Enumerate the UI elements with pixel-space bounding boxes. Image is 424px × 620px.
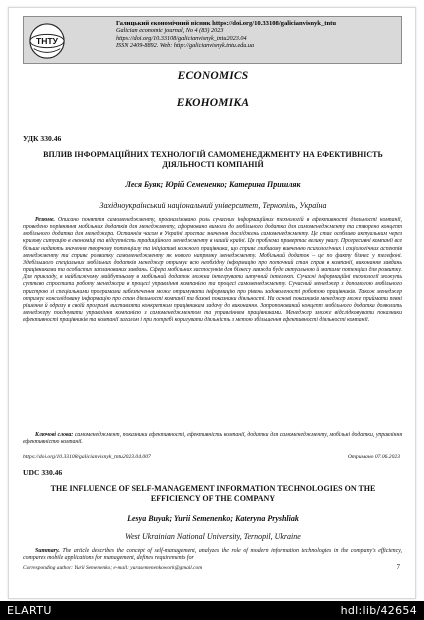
- summary-text: The article describes the concept of self-management, analyzes the role of modern information technologies in the company's efficiency, compares mobile applications for management, defines requirements for: [23, 548, 402, 562]
- logo-text: ТНТУ: [36, 35, 58, 46]
- abstract-text: Описано поняття самоменеджменту, проаналізовано роль сучасних інформаційних технологій в ефективності діяльності компанії, проведено порівняння мобільних додатків для менеджменту, сформовано вимоги до мобільного додатка для самоменеджменту та створено концепт мобільного додатка для менеджера. Останнім часом в Україні зростає значення досліджень самоменеджменту. Це стає особливо актуальним через кризову ситуацію в економіці та відсутність традиційного менеджменту в нашій країні. Ця проблема привертає велику увагу. Прогресивні компанії все більше надають значення творчому потенціалу та ініціативі кожного працівника, що сприяє глибшому вивченню психологічних і соціологічних аспектів менеджменту та сприяє розвитку самоменеджменту як нового напрямку менеджменту. Мобільний додаток – це по факту бізнес у телефоні. Здебільшого спеціальних мобільних додатків менеджер отримує всю необхідну інформацію про поточний стан справ в компанії, виконання завдань працівниками та особистих запланованих завдань. Сфера мобільних застосунків для бізнесу завжди буде актуальною й матиме потенціал для розвитку. Для прикладу, в найближчому майбутньому в мобільний додаток можна інтегрувати штучний інтелект. Сучасні інформаційні технології можуть суттєво спростити роботу менеджера в процесі управління компанією та процесі самоменеджменту. Сучасний менеджер з допомогою мобільного пристрою зі спеціальними програмами забезпечення може отримувати інформацію про рівень задоволеності роботою працівників. Також менеджер отримує консолідовану інформацію про стан діяльності компанії та базові показники діяльності. На основі показників менеджер може приймати певні рішення й одразу в своїй програмі виставляти конкретним працівникам задачу до виконання. Запропонований концепт мобільного додатка дозволить менеджеру поєднувати управління компанією з самоменеджментом та управлінням працівниками. Менеджер зможе відслідковувати показники ефективності працівників та компанії загалом і при потребі коригувати діяльність з метою збільшення ефективності діяльності компанії.: [23, 217, 402, 324]
- article-title-uk: ВПЛИВ ІНФОРМАЦІЙНИХ ТЕХНОЛОГІЙ САМОМЕНЕДЖМЕНТУ НА ЕФЕКТИВНІСТЬ ДІЯЛЬНОСТІ КОМПАНІЙ: [43, 150, 383, 169]
- authors-uk: Леся Буяк; Юрій Семененко; Катерина Пришляк: [125, 180, 301, 189]
- article-doi-link[interactable]: https://doi.org/10.33108/galicianvisnyk_tntu2023.04.007: [23, 454, 151, 460]
- keywords-label: Ключові слова:: [35, 432, 74, 438]
- udc-code: UDC 330.46: [23, 468, 63, 477]
- section-heading-en: ECONOMICS: [177, 70, 249, 82]
- summary-label: Summary.: [35, 548, 60, 554]
- section-heading-uk: ЕКОНОМІКА: [176, 97, 250, 109]
- keywords-uk: [23, 432, 402, 446]
- abstract-uk: [23, 217, 402, 324]
- university-logo-icon: [28, 22, 66, 60]
- affiliation-en: West Ukrainian National University, Ternopil, Ukraine: [125, 532, 301, 541]
- journal-issn-line: ISSN 2409-8892. Web: http://galicianvisnyk.tntu.edu.ua: [116, 42, 255, 50]
- page-number: 7: [396, 563, 400, 571]
- received-date: Отримано 07.06.2023: [347, 454, 400, 460]
- abstract-label: Резюме.: [35, 217, 55, 223]
- authors-en: Lesya Buyak; Yurii Semenenko; Kateryna Pryshliak: [127, 514, 299, 523]
- handle-identifier[interactable]: hdl:lib/42654: [340, 604, 417, 617]
- journal-issue-line: Galician economic journal, No 4 (83) 2023: [116, 27, 224, 35]
- journal-info: [116, 20, 400, 50]
- summary-en: [23, 548, 402, 563]
- paper-page: [8, 7, 416, 599]
- keywords-text: самоменеджмент, показники ефективності, ефективність компанії, додатки для самоменеджменту, мобільні додатки, управління ефективністю компанії.: [23, 432, 403, 446]
- article-title-en: THE INFLUENCE OF SELF-MANAGEMENT INFORMATION TECHNOLOGIES ON THE EFFICIENCY OF THE COMPANY: [50, 484, 376, 503]
- corresponding-author: Corresponding author: Yurii Semenenko; e-mail: yurasemenenkowork@gmail.com: [23, 565, 203, 571]
- journal-masthead: [23, 16, 402, 64]
- journal-title-line: Галицький економічний вісник https://doi.org/10.33108/galicianvisnyk_tntu: [116, 20, 336, 27]
- repository-name[interactable]: ELARTU: [7, 604, 52, 617]
- udk-code: УДК 330.46: [23, 134, 62, 143]
- viewer-footer-bar: [0, 601, 424, 620]
- affiliation-uk: Західноукраїнський національний університет, Тернопіль, Україна: [99, 201, 327, 210]
- journal-doi-line: https://doi.org/10.33108/galicianvisnyk_tntu2023.04: [116, 34, 247, 42]
